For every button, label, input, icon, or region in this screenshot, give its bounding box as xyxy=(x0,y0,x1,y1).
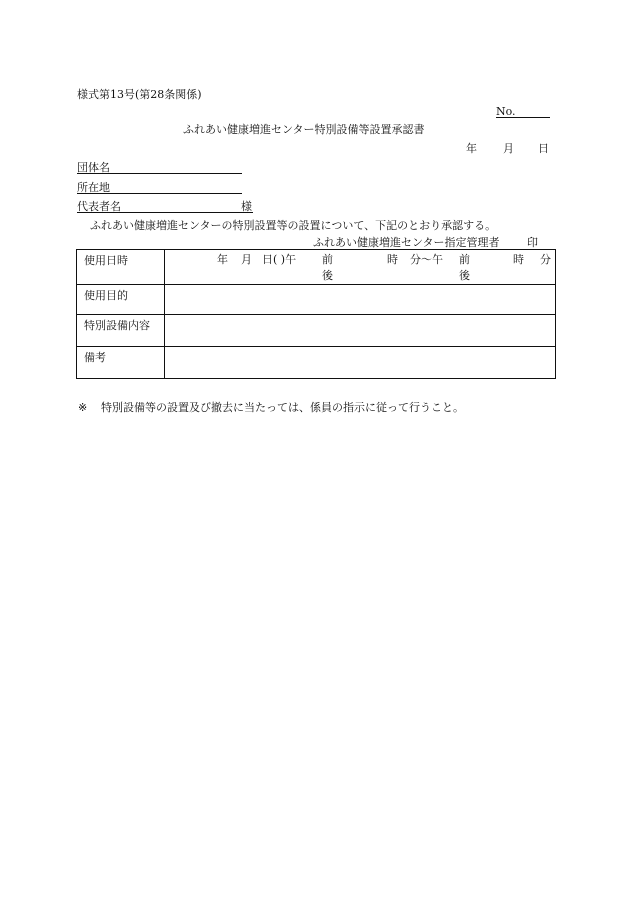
dt-minute-to: 分〜午 xyxy=(410,253,443,266)
number-label: No. xyxy=(496,105,516,118)
purpose-value-cell[interactable] xyxy=(165,285,556,315)
honorific: 様 xyxy=(241,200,252,213)
dt-minute-2: 分 xyxy=(540,253,551,266)
date-month: 月 xyxy=(503,142,514,155)
date-day: 日 xyxy=(538,142,549,155)
dt-hour-1: 時 xyxy=(387,253,398,266)
dt-day-paren: 日( )午 xyxy=(262,253,297,266)
dt-am-2: 前 xyxy=(459,253,470,266)
details-table xyxy=(76,249,556,379)
row-label-remarks: 備考 xyxy=(77,347,165,379)
group-name-label: 団体名 xyxy=(77,161,110,174)
address-underline xyxy=(77,181,242,194)
row-label-purpose: 使用目的 xyxy=(77,285,165,315)
table-row-equipment xyxy=(77,315,556,347)
form-number: 様式第13号(第28条関係) xyxy=(77,88,202,101)
dt-year: 年 xyxy=(217,253,228,266)
dt-am-1: 前 xyxy=(322,253,333,266)
dt-hour-2: 時 xyxy=(513,253,524,266)
note-text: 特別設備等の設置及び撤去に当たっては、係員の指示に従って行うこと。 xyxy=(101,401,464,414)
approval-statement: ふれあい健康増進センターの特別設置等の設置について、下記のとおり承認する。 xyxy=(90,219,497,232)
number-underline xyxy=(496,104,550,118)
representative-label: 代表者名 xyxy=(77,200,121,213)
signer-name: ふれあい健康増進センター指定管理者 xyxy=(313,236,500,249)
datetime-value-cell xyxy=(165,250,556,285)
row-label-equipment: 特別設備内容 xyxy=(77,315,165,347)
note-mark: ※ xyxy=(78,401,88,414)
dt-month: 月 xyxy=(241,253,252,266)
table-row-remarks xyxy=(77,347,556,379)
table-row-datetime xyxy=(77,250,556,285)
date-year: 年 xyxy=(466,142,477,155)
table-row-purpose xyxy=(77,285,556,315)
dt-pm-2: 後 xyxy=(459,269,470,282)
representative-underline xyxy=(77,200,253,213)
seal-mark: 印 xyxy=(527,236,538,249)
address-label: 所在地 xyxy=(77,181,110,194)
remarks-value-cell[interactable] xyxy=(165,347,556,379)
group-name-underline xyxy=(77,161,242,174)
document-title: ふれあい健康増進センター特別設備等設置承認書 xyxy=(183,123,425,136)
dt-pm-1: 後 xyxy=(322,269,333,282)
row-label-datetime: 使用日時 xyxy=(77,250,165,285)
equipment-value-cell[interactable] xyxy=(165,315,556,347)
